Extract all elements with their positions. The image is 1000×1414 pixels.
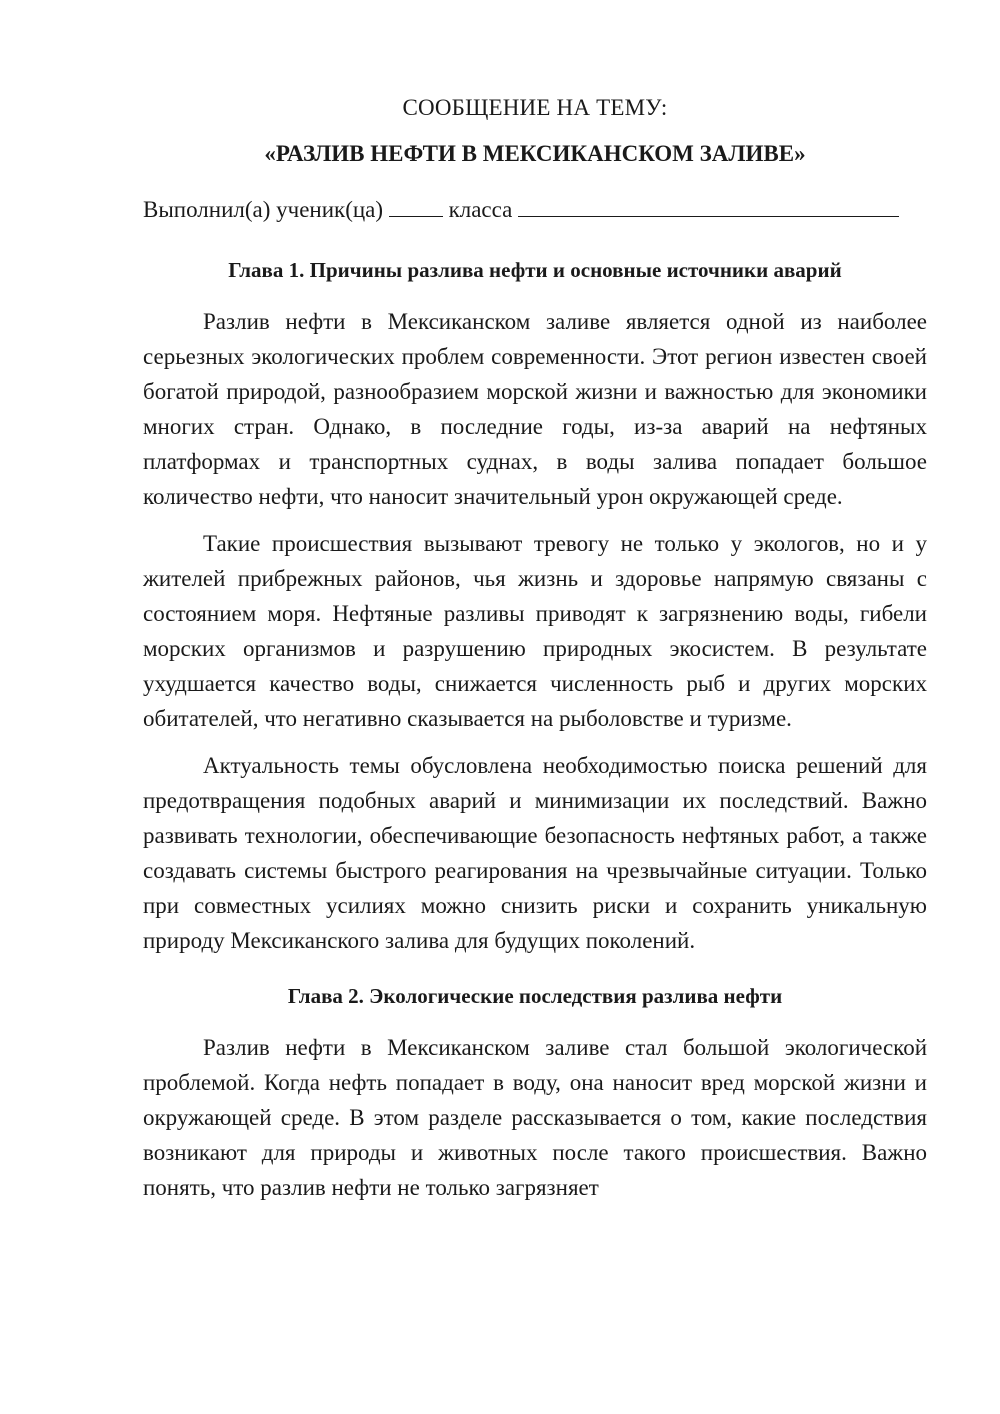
document-title-line2: «РАЗЛИВ НЕФТИ В МЕКСИКАНСКОМ ЗАЛИВЕ»	[264, 141, 806, 166]
chapter2-heading: Глава 2. Экологические последствия разлива нефти	[287, 984, 783, 1008]
chapter1-heading: Глава 1. Причины разлива нефти и основные источники аварий	[228, 258, 842, 282]
chapter1-paragraph: Разлив нефти в Мексиканском заливе является одной из наиболее серьезных экологических проблем современности. Этот регион известен своей богатой природой, разнообразием морской жизни и важностью для экономики многих стран. Однако, в последние годы, из-за аварий на нефтяных платформах и транспортных суднах, в воды залива попадает большое количество нефти, что наносит значительный урон окружающей среде.	[143, 309, 927, 509]
name-blank	[518, 194, 899, 217]
chapter1-paragraph: Такие происшествия вызывают тревогу не только у экологов, но и у жителей прибрежных районов, чья жизнь и здоровье напрямую связаны с состоянием моря. Нефтяные разливы приводят к загрязнению воды, гибели морских организмов и разрушению природных экосистем. В результате ухудшается качество воды, снижается численность рыб и других морских обитателей, что негативно сказывается на рыболовстве и туризме.	[143, 531, 927, 731]
document-page	[143, 88, 927, 1205]
author-prefix: Выполнил(а) ученик(ца)	[143, 197, 384, 222]
author-middle: класса	[448, 197, 513, 222]
chapter2-paragraph: Разлив нефти в Мексиканском заливе стал большой экологической проблемой. Когда нефть попадает в воду, она наносит вред морской жизни и окружающей среде. В этом разделе рассказывается о том, какие последствия возникают для природы и животных после такого происшествия. Важно понять, что разлив нефти не только загрязняет	[143, 1035, 927, 1200]
grade-blank	[389, 194, 443, 217]
chapter1-paragraph: Актуальность темы обусловлена необходимостью поиска решений для предотвращения подобных аварий и минимизации их последствий. Важно развивать технологии, обеспечивающие безопасность нефтяных работ, а также создавать системы быстрого реагирования на чрезвычайные ситуации. Только при совместных усилиях можно снизить риски и сохранить уникальную природу Мексиканского залива для будущих поколений.	[143, 753, 927, 953]
author-line	[143, 190, 927, 230]
document-title-line1: СООБЩЕНИЕ НА ТЕМУ:	[402, 95, 668, 120]
